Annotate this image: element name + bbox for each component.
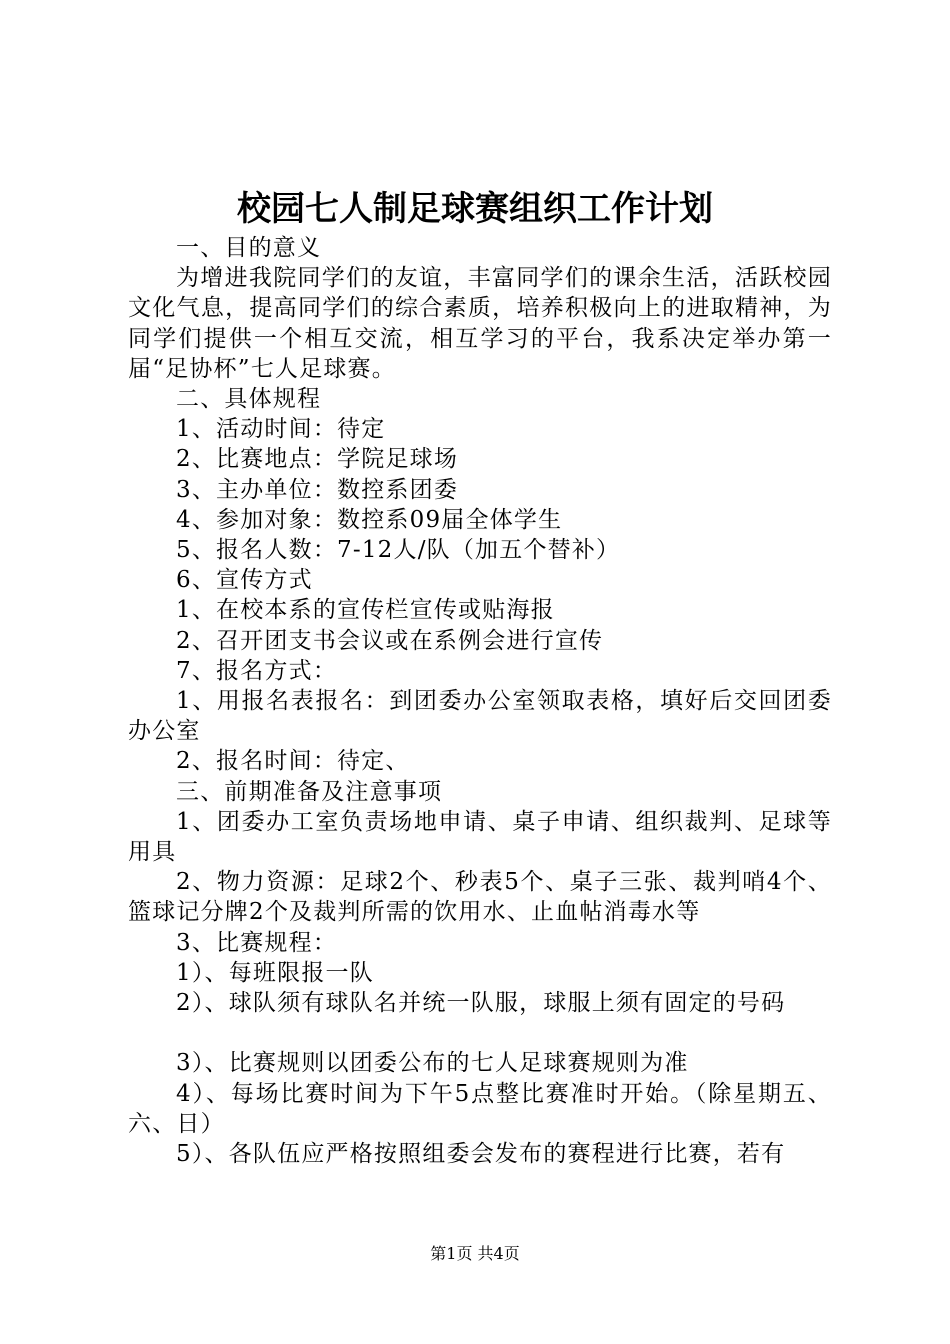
- list-item: 2、比赛地点：学院足球场: [176, 446, 459, 473]
- page-footer: 第1页 共4页: [430, 1244, 520, 1263]
- section-heading: 一、目的意义: [176, 235, 322, 261]
- list-item: 3、比赛规程：: [176, 929, 338, 956]
- list-item: 1、用报名表报名：到团委办公室领取表格，填好后交回团委办公室: [128, 688, 832, 745]
- list-item: 1、活动时间：待定: [176, 416, 386, 443]
- list-item: 7、报名方式：: [176, 657, 338, 684]
- list-item: 1、在校本系的宣传栏宣传或贴海报: [176, 597, 555, 624]
- document-body: [128, 233, 832, 1169]
- list-item: 2、召开团支书会议或在系例会进行宣传: [176, 627, 604, 654]
- list-item: 2、物力资源：足球2个、秒表5个、桌子三张、裁判哨4个、篮球记分牌2个及裁判所需的饮用水、止血帖消毒水等: [128, 869, 832, 926]
- list-item: 4）、每场比赛时间为下午5点整比赛准时开始。（除星期五、六、日）: [128, 1080, 832, 1137]
- list-item: 2）、球队须有球队名并统一队服，球服上须有固定的号码: [176, 990, 786, 1017]
- list-item: 1、团委办工室负责场地申请、桌子申请、组织裁判、足球等用具: [128, 808, 832, 866]
- list-item: 3、主办单位：数控系团委: [176, 476, 459, 503]
- blank-line: [128, 1018, 832, 1048]
- list-item: 3）、比赛规则以团委公布的七人足球赛规则为准: [176, 1050, 689, 1077]
- section-heading: 二、具体规程: [176, 386, 322, 413]
- list-item: 1）、每班限报一队: [176, 959, 374, 986]
- document-title: 校园七人制足球赛组织工作计划: [237, 189, 713, 229]
- list-item: 2、报名时间：待定、: [176, 748, 410, 775]
- paragraph: 为增进我院同学们的友谊，丰富同学们的课余生活，活跃校园文化气息，提高同学们的综合素质，培养积极向上的进取精神，为同学们提供一个相互交流，相互学习的平台，我系决定举办第一届“足协杯”七人足球赛。: [128, 265, 832, 382]
- section-heading: 三、前期准备及注意事项: [176, 778, 443, 805]
- list-item: 6、宣传方式: [176, 567, 313, 594]
- list-item: 4、参加对象：数控系09届全体学生: [176, 506, 563, 533]
- list-item: 5）、各队伍应严格按照组委会发布的赛程进行比赛，若有: [176, 1141, 786, 1168]
- list-item: 5、报名人数：7-12人/队（加五个替补）: [176, 537, 621, 564]
